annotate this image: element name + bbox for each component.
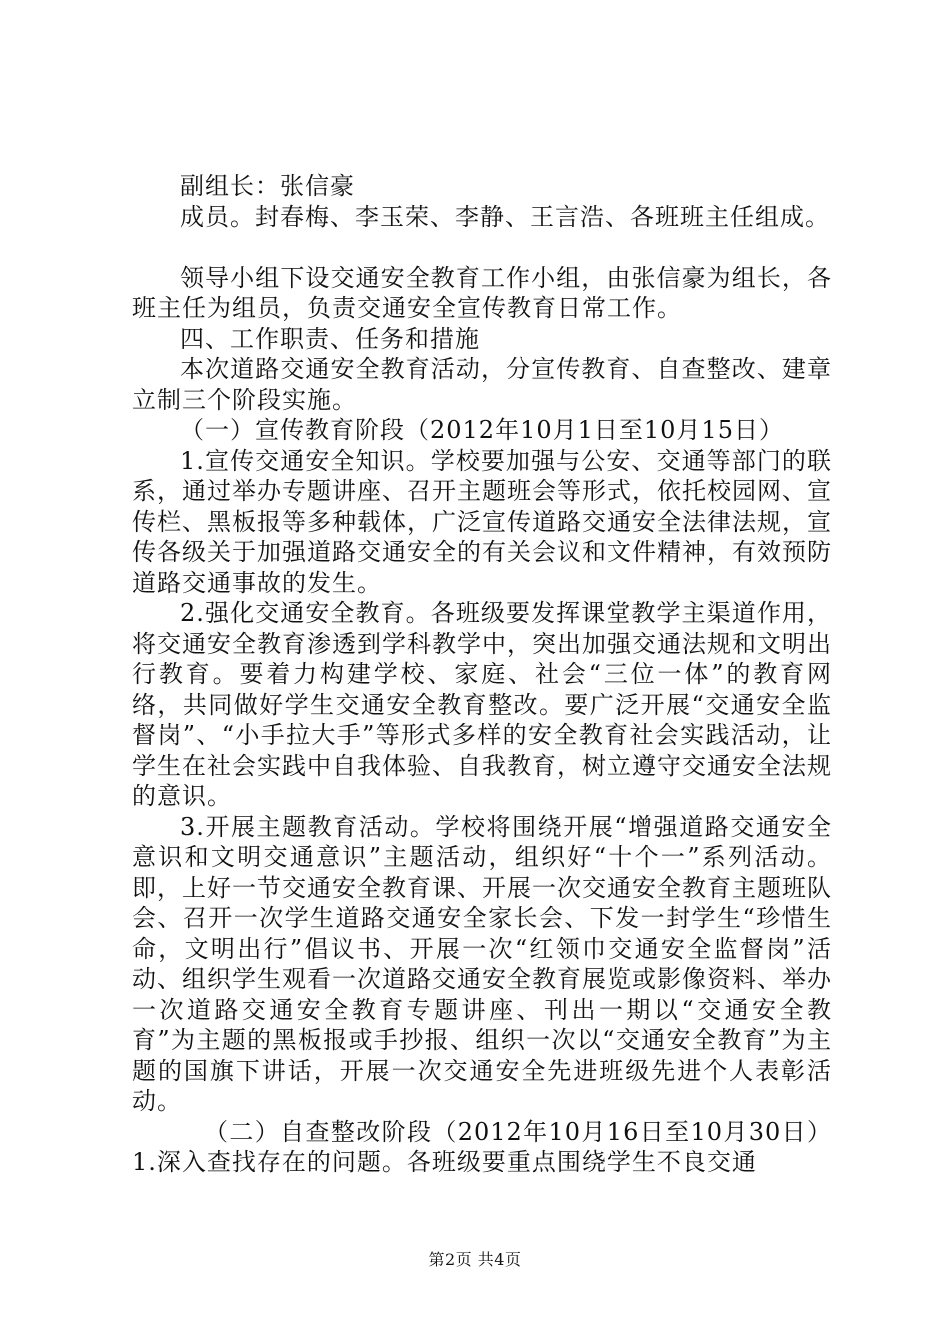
item-three-paragraph: 3.开展主题教育活动。学校将围绕开展“增强道路交通安全意识和文明交通意识”主题活动，组织好“十个一”系列活动。即，上好一节交通安全教育课、开展一次交通安全教育主题班队会、召开一次学生道路交通安全家长会、下发一封学生“珍惜生命，文明出行”倡议书、开展一次“红领巾交通安全监督岗”活动、组织学生观看一次道路交通安全教育展览或影像资料、举办一次道路交通安全教育专题讲座、刊出一期以“交通安全教育”为主题的黑板报或手抄报、组织一次以“交通安全教育”为主题的国旗下讲话，开展一次交通安全先进班级先进个人表彰活动。 bbox=[132, 812, 832, 1115]
stage-one-heading: （一）宣传教育阶段（2012年10月1日至10月15日） bbox=[180, 416, 784, 444]
stages-paragraph: 本次道路交通安全教育活动，分宣传教育、自查整改、建章立制三个阶段实施。 bbox=[132, 355, 832, 414]
deputy-leader-line: 副组长：张信豪 bbox=[180, 172, 355, 200]
members-line: 成员。封春梅、李玉荣、李静、王言浩、各班班主任组成。 bbox=[180, 202, 830, 231]
stage-two-paragraph: （二）自查整改阶段（2012年10月16日至10月30日）1.深入查找存在的问题。各班级要重点围绕学生不良交通 bbox=[132, 1117, 832, 1176]
working-group-paragraph: 领导小组下设交通安全教育工作小组，由张信豪为组长，各班主任为组员，负责交通安全宣传教育日常工作。 bbox=[132, 263, 832, 322]
item-two-paragraph: 2.强化交通安全教育。各班级要发挥课堂教学主渠道作用，将交通安全教育渗透到学科教学中，突出加强交通法规和文明出行教育。要着力构建学校、家庭、社会“三位一体”的教育网络，共同做好学生交通安全教育整改。要广泛开展“交通安全监督岗”、“小手拉大手”等形式多样的安全教育社会实践活动，让学生在社会实践中自我体验、自我教育，树立遵守交通安全法规的意识。 bbox=[132, 599, 832, 810]
item-one-paragraph: 1.宣传交通安全知识。学校要加强与公安、交通等部门的联系，通过举办专题讲座、召开主题班会等形式，依托校园网、宣传栏、黑板报等多种载体，广泛宣传道路交通安全法律法规，宣传各级关于加强道路交通安全的有关会议和文件精神，有效预防道路交通事故的发生。 bbox=[132, 446, 832, 597]
section-heading: 四、工作职责、任务和措施 bbox=[180, 324, 480, 353]
page-number-footer: 第2页 共4页 bbox=[428, 1250, 522, 1269]
document-body bbox=[132, 171, 832, 1178]
